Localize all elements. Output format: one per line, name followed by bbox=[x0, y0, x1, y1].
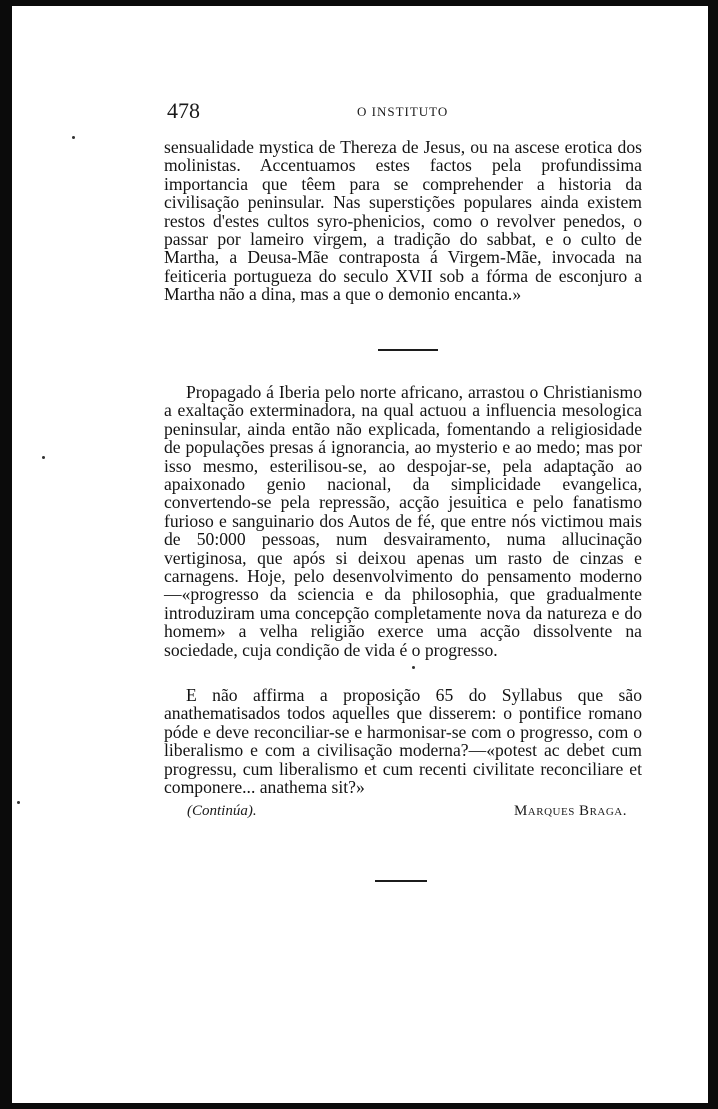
document-page bbox=[12, 6, 708, 1103]
section-divider bbox=[378, 349, 438, 351]
end-divider bbox=[375, 880, 427, 882]
paragraph-3: E não affirma a proposição 65 do Syllabus que são anathematisados todos aquelles que disserem: o pontifice romano póde e deve reconciliar-se e harmonisar-se com o progresso, com o liberalismo e com a civilisação moderna?—«potest ac debet cum progressu, cum liberalismo et cum recenti civilitate reconciliare et componere... anathema sit?» bbox=[164, 685, 642, 798]
paper-speck bbox=[72, 136, 75, 139]
page-number: 478 bbox=[167, 98, 200, 123]
page-header bbox=[167, 98, 637, 124]
article-footer bbox=[187, 803, 627, 825]
paragraph-1: sensualidade mystica de Thereza de Jesus, ou na ascese erotica dos molinistas. Accentuamos estes factos pela profundissima importancia que têem para se comprehender a historia da civilisação peninsular. Nas superstições populares ainda existem restos d'estes cultos syro-phenicios, como o revolver penedos, o passar por lameiro virgem, a tradição do sabbat, e o culto de Martha, a Deusa-Mãe contraposta á Virgem-Mãe, invocada na feiticeria portugueza do seculo XVII sob a fórma de esconjuro a Martha não a dina, mas a que o demonio encanta.» bbox=[164, 137, 642, 305]
paper-speck bbox=[412, 666, 415, 669]
paragraph-2: Propagado á Iberia pelo norte africano, arrastou o Christianismo a exaltação exterminadora, na qual actuou a influencia mesologica peninsular, ainda então não explicada, fomentando a religiosidade de populações presas á ignorancia, ao mysterio e ao medo; mas por isso mesmo, esterilisou-se, ao despojar-se, pela adaptação ao apaixonado genio nacional, da simplicidade evangelica, convertendo-se pela repressão, acção jesuitica e pelo fanatismo furioso e sanguinario dos Autos de fé, que entre nós victimou mais de 50:000 pessoas, num desvairamento, numa allucinação vertiginosa, que após si deixou apenas um rasto de cinzas e carnagens. Hoje, pelo desenvolvimento do pensamento moderno—«progresso da sciencia e da philosophia, que gradualmente introduziram uma concepção completamente nova da natureza e do homem» a velha religião exerce uma acção dissolvente na sociedade, cuja condição de vida é o progresso. bbox=[164, 382, 642, 660]
paper-speck bbox=[42, 456, 45, 459]
paper-speck bbox=[17, 801, 20, 804]
author-signature: Marques Braga. bbox=[513, 803, 627, 819]
running-title: O INSTITUTO bbox=[357, 104, 449, 119]
continua-note: (Continúa). bbox=[187, 803, 257, 819]
